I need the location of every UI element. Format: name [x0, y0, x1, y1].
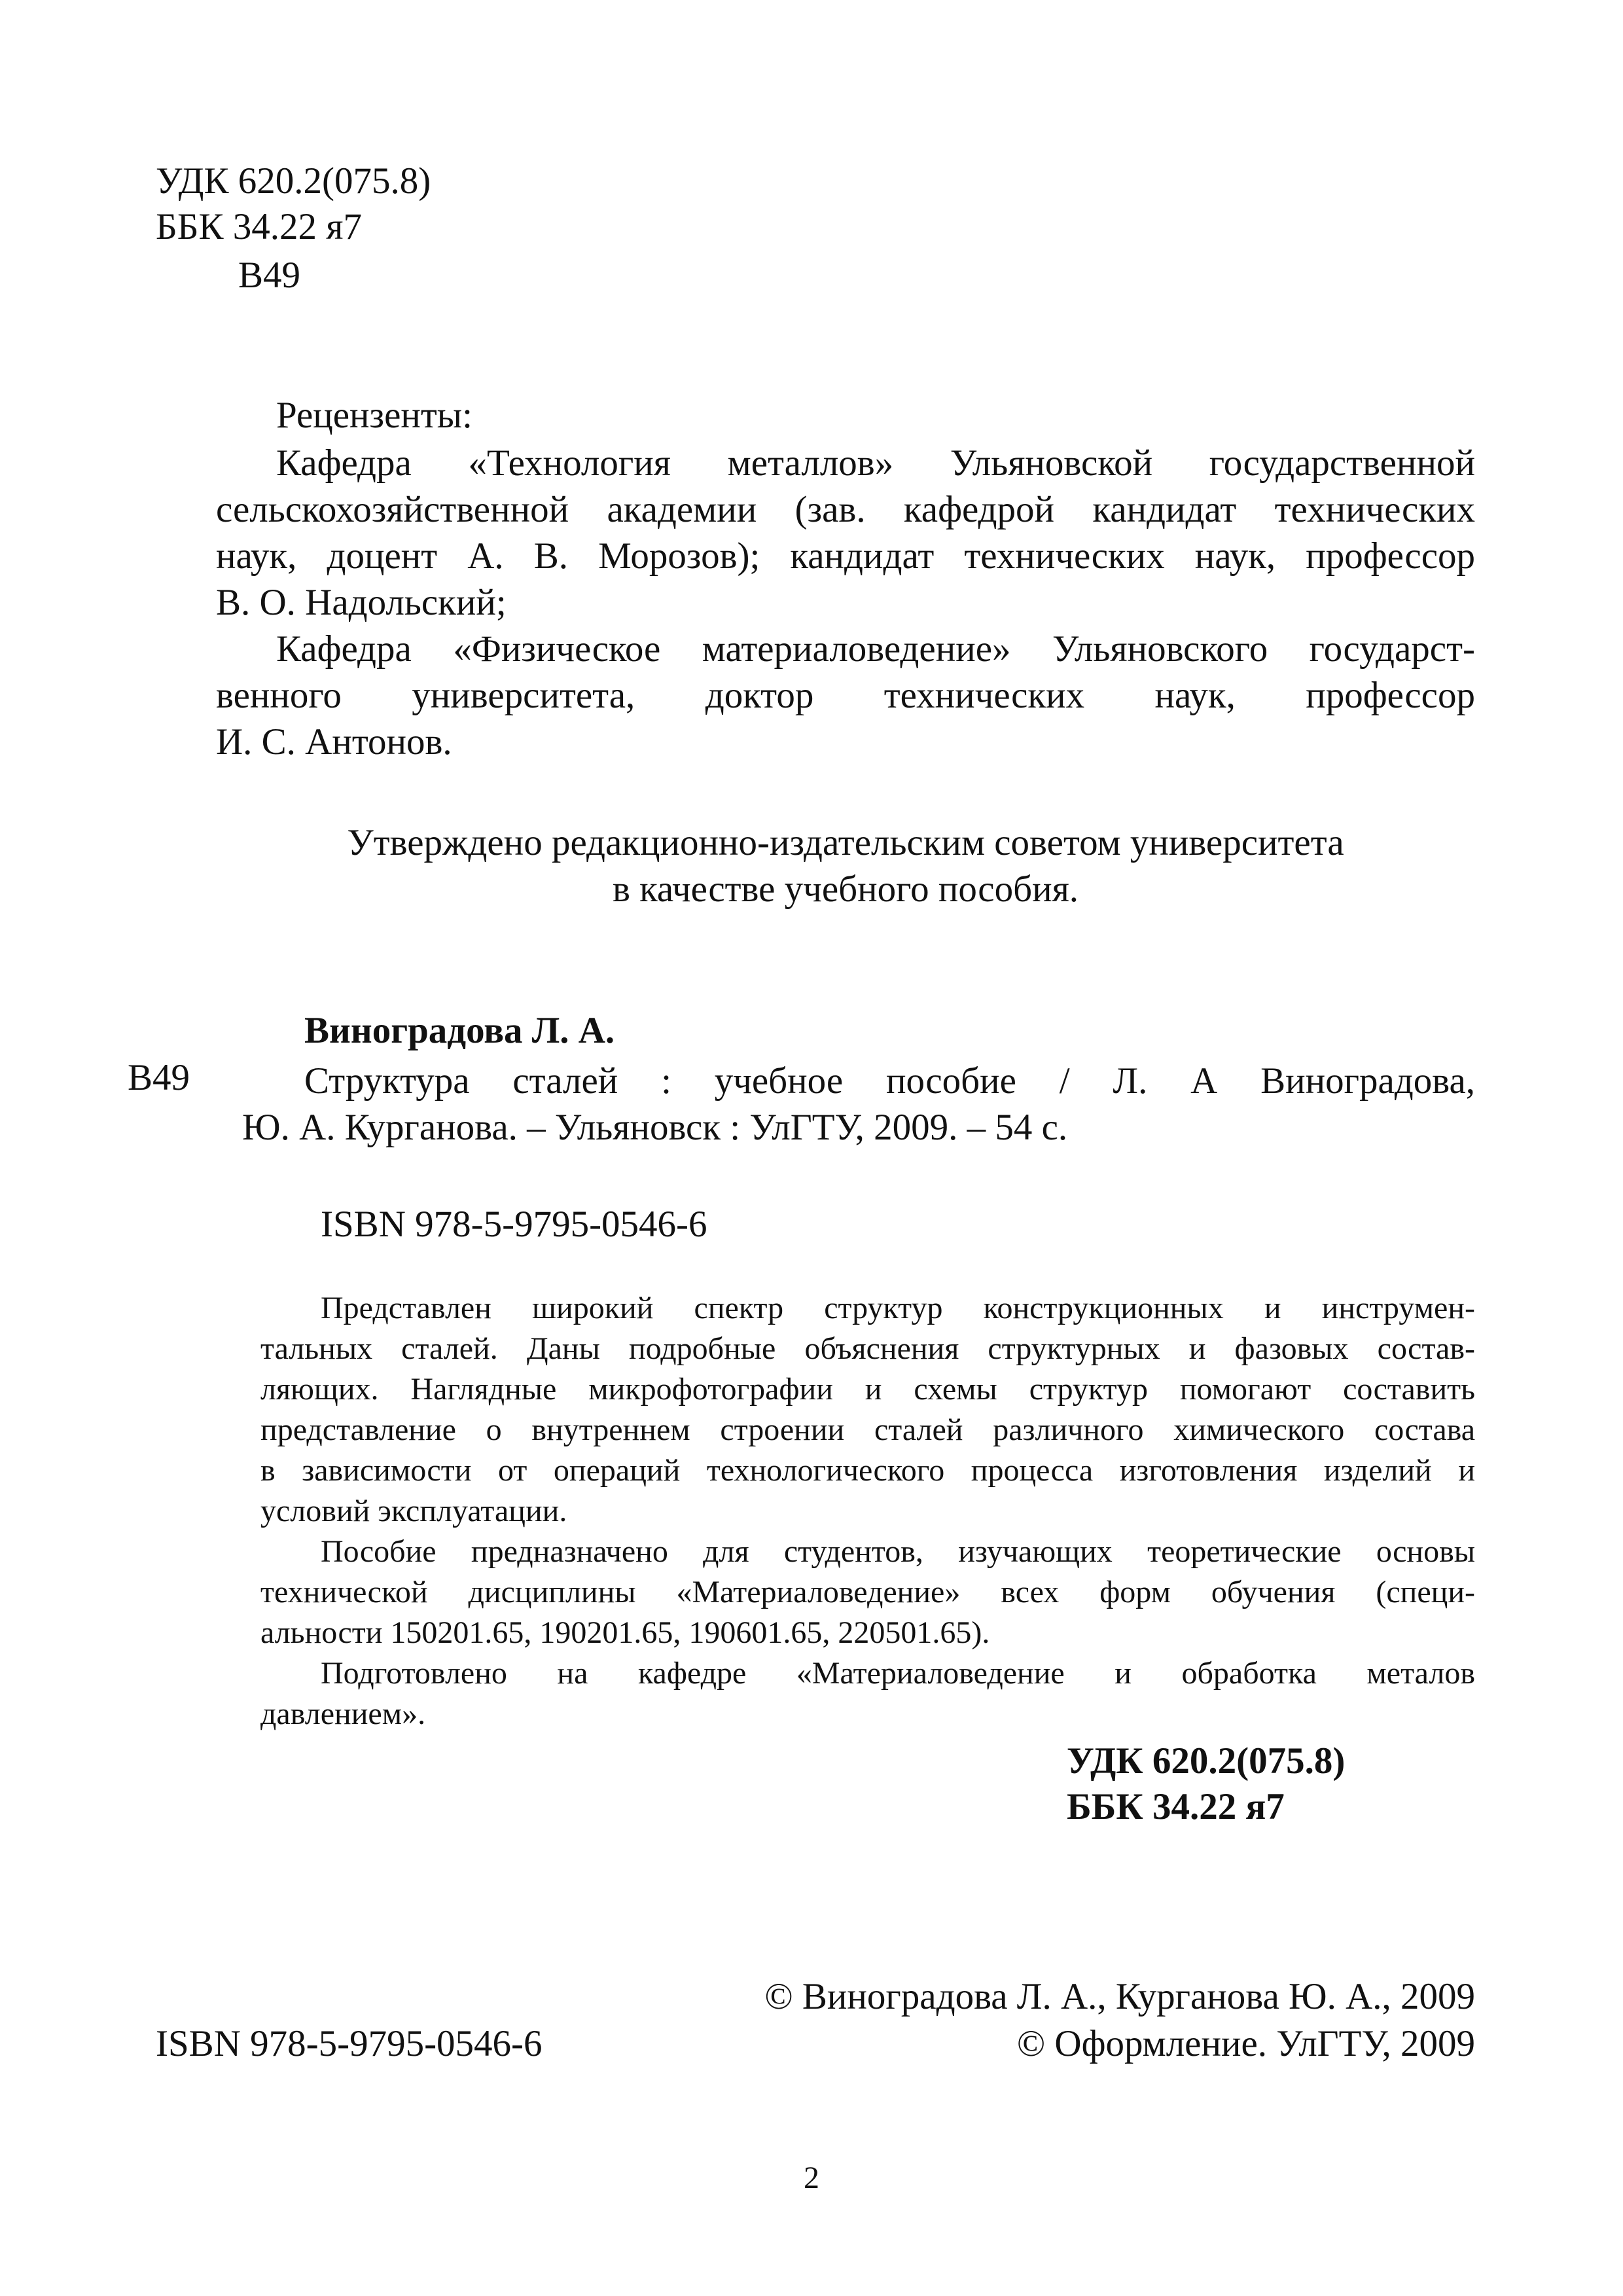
- abstract-line: Подготовлено на кафедре «Материаловедение и обработка металов: [321, 1656, 1475, 1691]
- abstract-line: давлением».: [260, 1696, 426, 1731]
- abstract-line: альности 150201.65, 190201.65, 190601.65, 220501.65).: [260, 1615, 990, 1650]
- reviewers-line: сельскохозяйственной академии (зав. кафедрой кандидат технических: [216, 489, 1475, 530]
- copyright-authors: © Виноградова Л. А., Курганова Ю. А., 2009: [764, 1976, 1475, 2017]
- udk-classification: УДК 620.2(075.8): [1067, 1740, 1346, 1782]
- bibliography-line-1: Структура сталей : учебное пособие / Л. А Виноградова,: [304, 1060, 1475, 1102]
- bibliography-description: [242, 1058, 1475, 1151]
- page-number: 2: [804, 2161, 819, 2195]
- abstract-line: тальных сталей. Даны подробные объяснения структурных и фазовых состав-: [260, 1331, 1475, 1366]
- abstract-line: Представлен широкий спектр структур конструкционных и инструмен-: [321, 1291, 1475, 1325]
- reviewers-line: И. С. Антонов.: [216, 721, 452, 762]
- abstract-line: Пособие предназначено для студентов, изучающих теоретические основы: [321, 1534, 1475, 1569]
- abstract-line: технической дисциплины «Материаловедение» всех форм обучения (специ-: [260, 1575, 1475, 1609]
- reviewers-line: В. О. Надольский;: [216, 582, 507, 623]
- abstract-line: в зависимости от операций технологического процесса изготовления изделий и: [260, 1453, 1475, 1488]
- bibliography-line-2: Ю. А. Курганова. – Ульяновск : УлГТУ, 2009. – 54 с.: [242, 1107, 1068, 1148]
- bbk-header: ББК 34.22 я7: [156, 206, 362, 247]
- abstract-line: условий эксплуатации.: [260, 1494, 567, 1528]
- reviewers-line: наук, доцент А. В. Морозов); кандидат технических наук, профессор: [216, 535, 1475, 577]
- abstract-line: представление о внутреннем строении сталей различного химического состава: [260, 1412, 1475, 1447]
- approval-line-1: Утверждено редакционно-издательским советом университета: [347, 822, 1344, 863]
- reviewers-text: [216, 440, 1475, 765]
- reviewers-line: Кафедра «Физическое материаловедение» Ульяновского государст-: [276, 628, 1475, 670]
- footer-isbn: ISBN 978-5-9795-0546-6: [156, 2023, 543, 2064]
- reviewers-line: Кафедра «Технология металлов» Ульяновской государственной: [276, 442, 1475, 484]
- approval-line-2: в качестве учебного пособия.: [612, 869, 1079, 910]
- bbk-classification: ББК 34.22 я7: [1067, 1786, 1285, 1827]
- author-mark-header: В49: [238, 255, 301, 296]
- bibliography-isbn: ISBN 978-5-9795-0546-6: [321, 1204, 707, 1245]
- udk-header: УДК 620.2(075.8): [156, 160, 431, 202]
- copyright-design: © Оформление. УлГТУ, 2009: [1016, 2023, 1475, 2064]
- reviewers-line: венного университета, доктор технических наук, профессор: [216, 675, 1475, 716]
- abstract-line: ляющих. Наглядные микрофотографии и схемы структур помогают составить: [260, 1372, 1475, 1407]
- approval-note: [216, 819, 1475, 912]
- reviewers-title: Рецензенты:: [276, 395, 473, 436]
- bibliography-mark: В49: [128, 1057, 190, 1098]
- abstract: [260, 1288, 1475, 1734]
- bibliography-author: Виноградова Л. А.: [304, 1010, 615, 1051]
